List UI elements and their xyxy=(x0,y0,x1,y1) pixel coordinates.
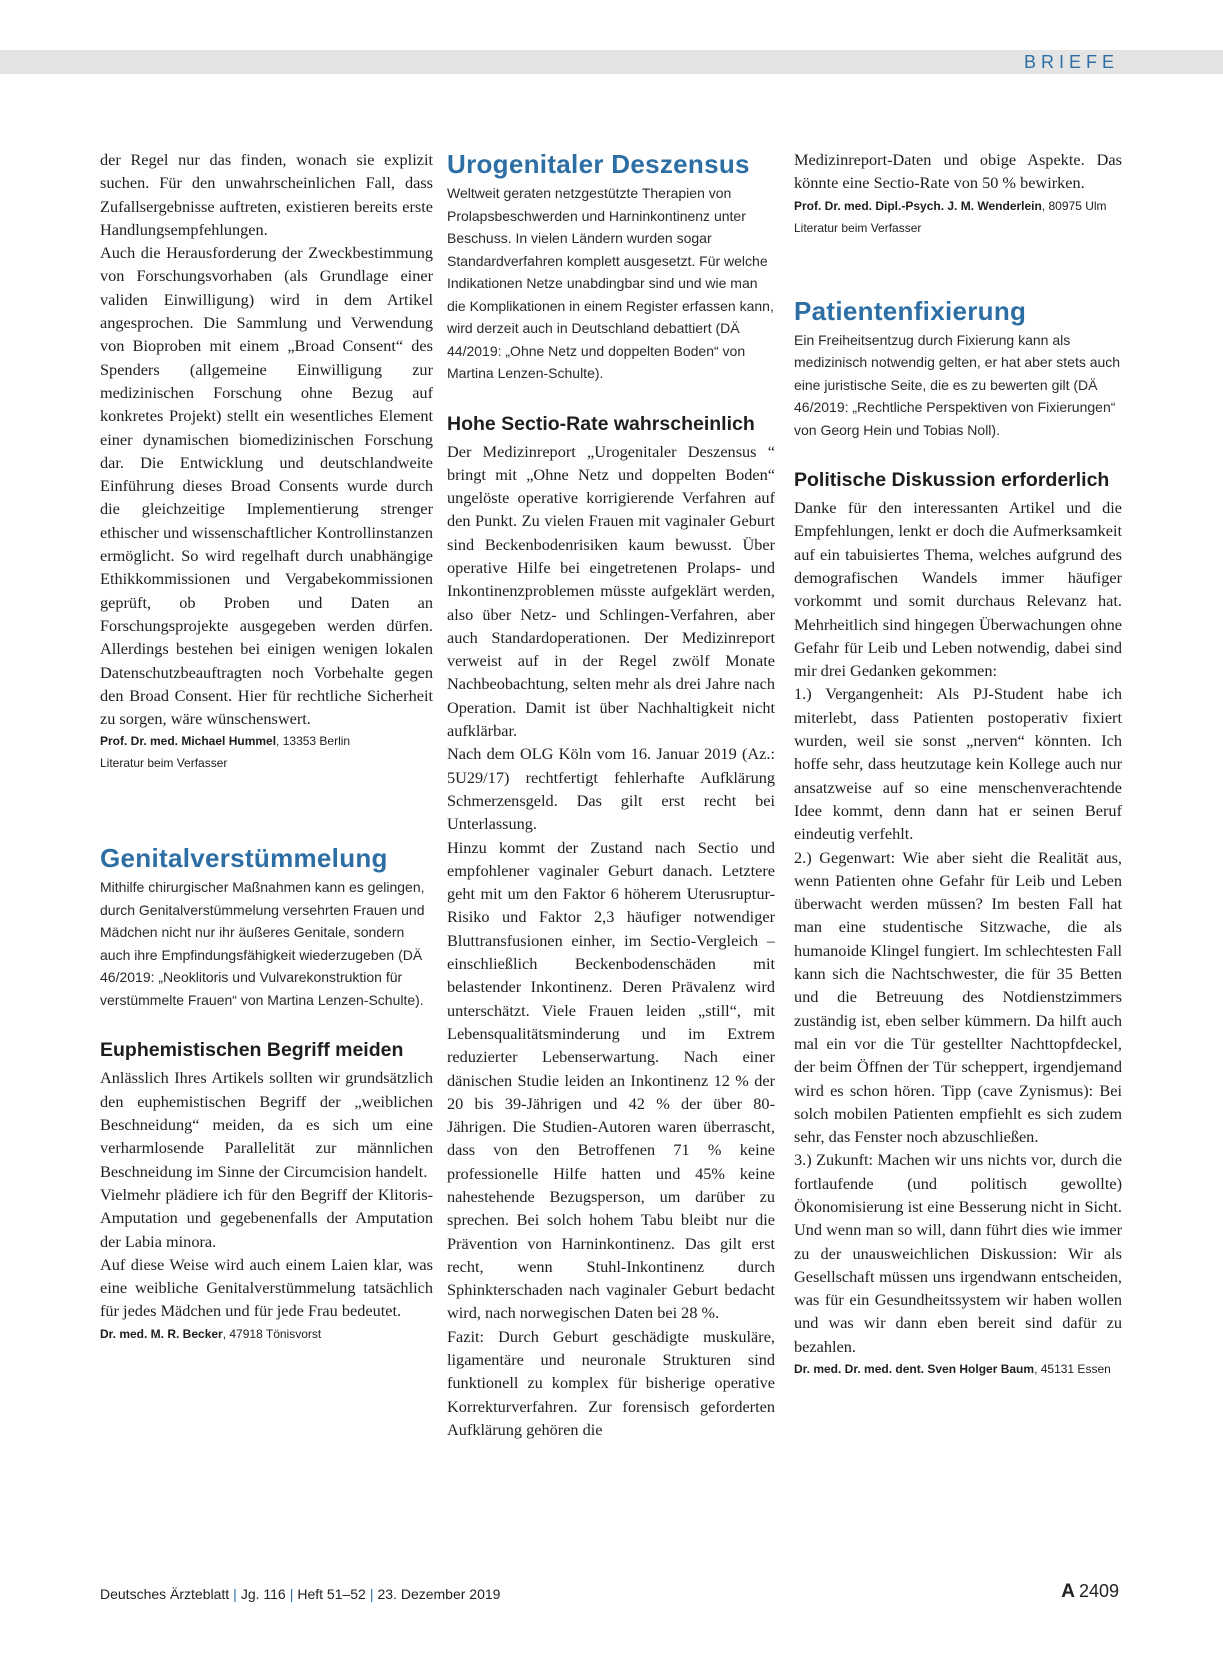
article-intro: Mithilfe chirurgischer Maßnahmen kann es gelingen, durch Genitalverstümmelung versehrten Frauen und Mädchen nicht nur ihr äußeres Genitale, sondern auch ihre Empfindungsfähigkeit wiederzugeben (DÄ 46/2019: „Neoklitoris und Vulvarekonstruktion für verstümmelte Frauen“ von Martina Lenzen-Schulte). xyxy=(100,879,425,1008)
paragraph: 1.) Vergangenheit: Als PJ-Student habe ich miterlebt, dass Patienten postoperativ fixiert wurden, weil sie sonst „nerven“ könnten. Ich hoffe sehr, dass heutzutage kein Kollege auch nur ansatzweise auf so eine menschenverachtende Idee kommt, denn dann hat er seinen Beruf eindeutig verfehlt. xyxy=(794,684,1122,844)
separator: | xyxy=(289,1586,294,1602)
separator: | xyxy=(233,1586,237,1602)
author-name: Prof. Dr. med. Michael Hummel xyxy=(100,734,277,749)
paragraph: Medizinreport-Daten und obige Aspekte. Das könnte eine Sectio-Rate von 50 % bewirken. xyxy=(794,150,1122,193)
author-signature xyxy=(100,1323,433,1345)
author-name: Dr. med. M. R. Becker xyxy=(100,1326,223,1341)
article-title: Urogenitaler Deszensus xyxy=(447,149,750,179)
author-signature xyxy=(100,730,433,752)
page-number-value: 2409 xyxy=(1078,1581,1119,1601)
letter-headline: Euphemistischen Begriff meiden xyxy=(100,1039,404,1062)
article-title: Genitalverstümmelung xyxy=(100,843,388,874)
paragraph: Danke für den interessanten Artikel und die Empfehlungen, lenkt er doch die Aufmerksamkeit auf ein tabuisiertes Thema, welches aufgrund des demografischen Wandels immer häufiger vorkommt und somit durchaus Relevanz hat. Mehrheitlich sind hingegen Überwachungen ohne Gefahr für Leib und Leben notwendig, dabei sind mir drei Gedanken gekommen: xyxy=(794,498,1122,681)
author-signature xyxy=(794,195,1122,217)
paragraph: 3.) Zukunft: Machen wir uns nichts vor, durch die fortlaufende (und politisch gewollte) Ökonomisierung ist eine Besserung nicht in Sicht. Und wenn man so will, dann führt dies wie immer zu der unausweichlichen Diskussion: Wir als Gesellschaft müssen uns irgendwann entscheiden, was für ein Gesundheitssystem wir haben wollen und was wir dann eben bereit sind dafür zu bezahlen. xyxy=(794,1150,1122,1356)
paragraph: Der Medizinreport „Urogenitaler Deszensus “ bringt mit „Ohne Netz und doppelten Boden“ ungelöste operative korrigierende Verfahren auf den Punkt. Zu vielen Frauen mit vaginaler Geburt sind Beckenbodenrisiken kaum bewusst. Über operative Hilfe bei eingetretenen Prolaps- und Inkontinenzproblemen müsste aufgeklärt werden, also über Netz- und Schlingen-Verfahren, aber auch Standardoperationen. Der Medizinreport verweist auf in der Regel zwölf Monate Nachbeobachtung, selten mehr als drei Jahre nach Operation. Damit ist über Nachhaltigkeit nicht aufklärbar. xyxy=(447,441,775,741)
author-name: Prof. Dr. med. Dipl.-Psych. J. M. Wenderlein xyxy=(794,198,1042,213)
journal-name: Deutsches Ärzteblatt xyxy=(100,1586,230,1602)
literature-note: Literatur beim Verfasser xyxy=(794,220,922,235)
issue: Heft 51–52 xyxy=(297,1586,366,1602)
column-3 xyxy=(794,148,1122,1554)
page-number xyxy=(1061,1581,1119,1603)
letter-headline: Politische Diskussion erforderlich xyxy=(794,469,1110,492)
paragraph: Fazit: Durch Geburt geschädigte muskuläre, ligamentäre und neuronale Strukturen sind funktionell zu komplex für bisherige operative Korrekturverfahren. Zur forensisch geforderten Aufklärung gehören die xyxy=(447,1326,775,1439)
paragraph: Hinzu kommt der Zustand nach Sectio und empfohlener vaginaler Geburt danach. Letztere geht mit um den Faktor 6 höherem Uterusruptur-Risiko und Faktor 2,3 häufiger notwendiger Bluttransfusionen einher, im Sectio-Vergleich – einschließlich Beckenbodenschäden mit belastender Inkontinenz. Deren Prävalenz wird unterschätzt. Viele Frauen leiden „still“, mit Lebensqualitätsminderung und im Extrem reduzierter Lebenserwartung. Nach einer dänischen Studie leiden an Inkontinenz 12 % der 20 bis 39-Jährigen und 42 % der über 80-Jährigen. Die Studien-Autoren waren überrascht, dass von den Betroffenen 71 % keine professionelle Hilfe hatten und 45% keine nahestehende Bezugsperson, um darüber zu sprechen. Bei solch hohem Tabu bleibt nur die Prävention von Harninkontinenz. Das gilt erst recht, wenn Stuhl-Inkontinenz durch Sphinkterschaden nach vaginaler Geburt bedacht wird, nach norwegischen Daten bei 28 %. xyxy=(447,837,775,1323)
page-prefix: A xyxy=(1061,1581,1075,1602)
column-1 xyxy=(100,148,433,1554)
column-2 xyxy=(447,148,775,1554)
paragraph: Auch die Herausforderung der Zweckbestimmung von Forschungsvorhaben (als Grundlage einer validen Einwilligung) wird in dem Artikel angesprochen. Die Sammlung und Verwendung von Bioproben mit einem „Broad Consent“ des Spenders (allgemeine Einwilligung zur medizinischen Forschung ohne Bezug auf konkretes Projekt) stellt ein wesentliches Element einer dynamischen biomedizinischen Forschung dar. Die Entwicklung und deutschlandweite Einführung dieses Broad Consents wurde durch die gleichzeitige Implementierung strenger ethischer und wissenschaftlicher Kontrollinstanzen ermöglicht. So wird regelhaft durch unabhängige Ethikkommissionen und Vergabekommissionen geprüft, ob Proben und Daten an Forschungsprojekte ausgegeben werden dürfen. Allerdings bestehen bei einigen wenigen lokalen Datenschutzbeauftragten noch Vorbehalte gegen den Broad Consent. Hier für rechtliche Sicherheit zu sorgen, wäre wünschenswert. xyxy=(100,243,433,729)
paragraph: der Regel nur das finden, wonach sie explizit suchen. Für den unwahrscheinlichen Fall, dass Zufallsergebnisse auftreten, existieren bereits erste Handlungsempfehlungen. xyxy=(100,150,433,239)
section-label: BRIEFE xyxy=(1023,52,1119,72)
volume: Jg. 116 xyxy=(240,1586,286,1602)
letter-headline: Hohe Sectio-Rate wahrscheinlich xyxy=(447,412,755,435)
author-place: , 47918 Tönisvorst xyxy=(222,1326,322,1341)
author-name: Dr. med. Dr. med. dent. Sven Holger Baum xyxy=(794,1362,1035,1377)
article-intro: Weltweit geraten netzgestützte Therapien von Prolapsbeschwerden und Harninkontinenz unter Beschuss. In vielen Ländern wurden sogar Standardverfahren komplett ausgesetzt. Für welche Indikationen Netze unabdingbar sind und wie man die Komplikationen in einem Register erfassen kann, wird derzeit auch in Deutschland debattiert (DÄ 44/2019: „Ohne Netz und doppelten Boden“ von Martina Lenzen-Schulte). xyxy=(447,185,774,381)
article-intro: Ein Freiheitsentzug durch Fixierung kann als medizinisch notwendig gelten, er hat aber stets auch eine juristische Seite, die es zu bewerten gilt (DÄ 46/2019: „Rechtliche Perspektiven von Fixierungen“ von Georg Hein und Tobias Noll). xyxy=(794,331,1121,438)
article-title: Patientenfixierung xyxy=(794,295,1027,326)
literature-note: Literatur beim Verfasser xyxy=(100,756,228,771)
paragraph: Vielmehr plädiere ich für den Begriff der Klitoris-Amputation und gegebenenfalls der Amputation der Labia minora. xyxy=(100,1184,433,1251)
author-place: , 80975 Ulm xyxy=(1041,198,1107,213)
paragraph: Anlässlich Ihres Artikels sollten wir grundsätzlich den euphemistischen Begriff der „weiblichen Beschneidung“ meiden, da es sich um eine verharmlosende Parallelität zur männlichen Beschneidung im Sinne der Circumcision handelt. xyxy=(100,1068,433,1181)
paragraph: Nach dem OLG Köln vom 16. Januar 2019 (Az.: 5U29/17) rechtfertigt fehlerhafte Aufklärung Schmerzensgeld. Das gilt erst recht bei Unterlassung. xyxy=(447,744,775,834)
author-place: , 13353 Berlin xyxy=(276,734,351,749)
page-footer xyxy=(100,1586,500,1602)
paragraph: Auf diese Weise wird auch einem Laien klar, was eine weibliche Genitalverstümmelung tatsächlich für jedes Mädchen und für jede Frau bedeutet. xyxy=(100,1254,433,1321)
author-signature xyxy=(794,1358,1122,1380)
issue-date: 23. Dezember 2019 xyxy=(377,1586,501,1602)
separator: | xyxy=(369,1586,374,1602)
paragraph: 2.) Gegenwart: Wie aber sieht die Realität aus, wenn Patienten ohne Gefahr für Leib und Leben überwacht werden müssen? Im besten Fall hat man eine studentische Sitzwache, die als humanoide Klingel fungiert. Im schlechtesten Fall kann sich die Nachtschwester, die für 35 Betten und die Betreuung des Notdienstzimmers zuständig ist, eben selber kümmern. Da hilft auch mal ein vor die Tür gestellter Nachttopfdeckel, der beim Öffnen der Tür scheppert, irgendjemand wird es schon hören. Tipp (cave Zynismus): Bei solch mobilen Patienten empfiehlt es sich zudem sehr, das Fenster noch abzuschließen. xyxy=(794,847,1122,1147)
author-place: , 45131 Essen xyxy=(1034,1362,1111,1377)
